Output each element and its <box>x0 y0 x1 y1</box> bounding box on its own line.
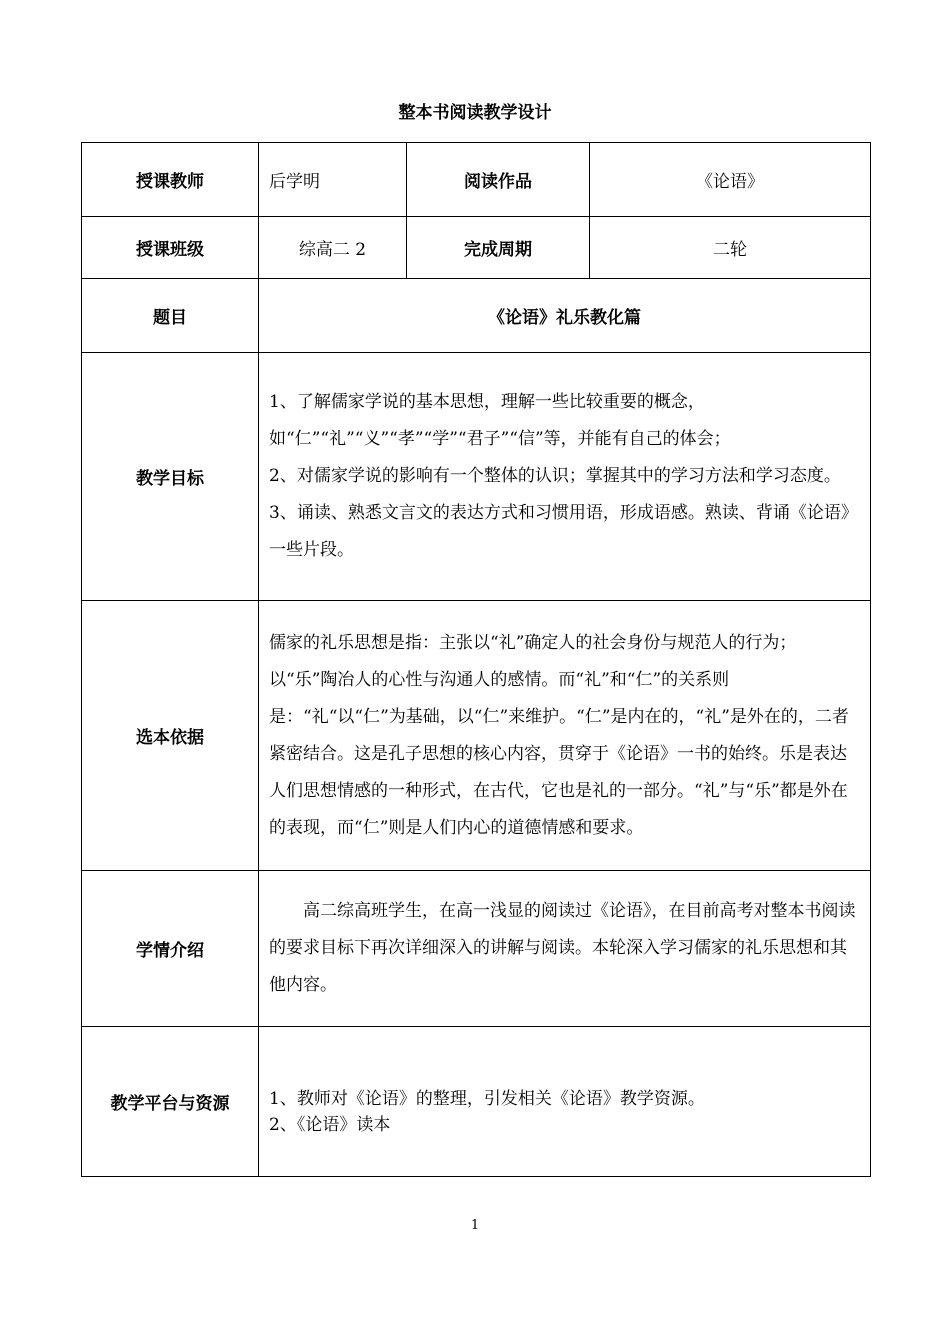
table-row <box>82 1027 871 1177</box>
goal-item: 3、诵读、熟悉文言文的表达方式和习惯用语，形成语感。熟读、背诵《论语》一些片段。 <box>269 503 858 560</box>
students-label: 学情介绍 <box>82 871 259 1027</box>
basis-text: 儒家的礼乐思想是指：主张以“礼”确定人的社会身份与规范人的行为；以“乐”陶冶人的心性与沟通人的感情。而“礼”和“仁”的关系则是：“礼“以“仁”为基础，以“仁”来维护。“仁”是内在的，“礼”是外在的，二者紧密结合。这是孔子思想的核心内容，贯穿于《论语》一书的始终。乐是表达人们思想情感的一种形式，在古代，它也是礼的一部分。“礼”与“乐”都是外在的表现，而“仁”则是人们内心的道德情感和要求。 <box>269 632 849 838</box>
basis-content <box>259 601 871 871</box>
work-value: 《论语》 <box>590 143 871 217</box>
resource-item: 1、教师对《论语》的整理，引发相关《论语》教学资源。 <box>269 1088 705 1109</box>
table-row <box>82 217 871 279</box>
resource-item: 2、《论语》读本 <box>269 1114 391 1135</box>
goals-content <box>259 353 871 601</box>
document-title: 整本书阅读教学设计 <box>398 103 552 123</box>
teacher-label: 授课教师 <box>82 143 259 217</box>
table-row <box>82 143 871 217</box>
goal-item: 2、对儒家学说的影响有一个整体的认识；掌握其中的学习方法和学习态度。 <box>269 466 841 486</box>
teacher-value: 后学明 <box>259 143 407 217</box>
table-row <box>82 871 871 1027</box>
class-label: 授课班级 <box>82 217 259 279</box>
topic-label: 题目 <box>82 279 259 353</box>
students-text: 高二综高班学生，在高一浅显的阅读过《论语》，在目前高考对整本书阅读的要求目标下再次详细深入的讲解与阅读。本轮深入学习儒家的礼乐思想和其他内容。 <box>269 901 856 995</box>
students-content <box>259 871 871 1027</box>
topic-value: 《论语》礼乐教化篇 <box>259 279 871 353</box>
basis-label: 选本依据 <box>82 601 259 871</box>
page-number: 1 <box>470 1218 480 1233</box>
work-label: 阅读作品 <box>407 143 590 217</box>
class-value: 综高二 2 <box>259 217 407 279</box>
goals-label: 教学目标 <box>82 353 259 601</box>
lesson-plan-table <box>81 142 871 1177</box>
resources-label: 教学平台与资源 <box>82 1027 259 1177</box>
cycle-value: 二轮 <box>590 217 871 279</box>
table-row <box>82 353 871 601</box>
table-row <box>82 279 871 353</box>
goal-item: 1、了解儒家学说的基本思想，理解一些比较重要的概念，如“仁”“礼”“义”“孝”“学”“君子”“信”等，并能有自己的体会； <box>269 392 731 449</box>
table-row <box>82 601 871 871</box>
cycle-label: 完成周期 <box>407 217 590 279</box>
resources-content <box>259 1027 871 1177</box>
